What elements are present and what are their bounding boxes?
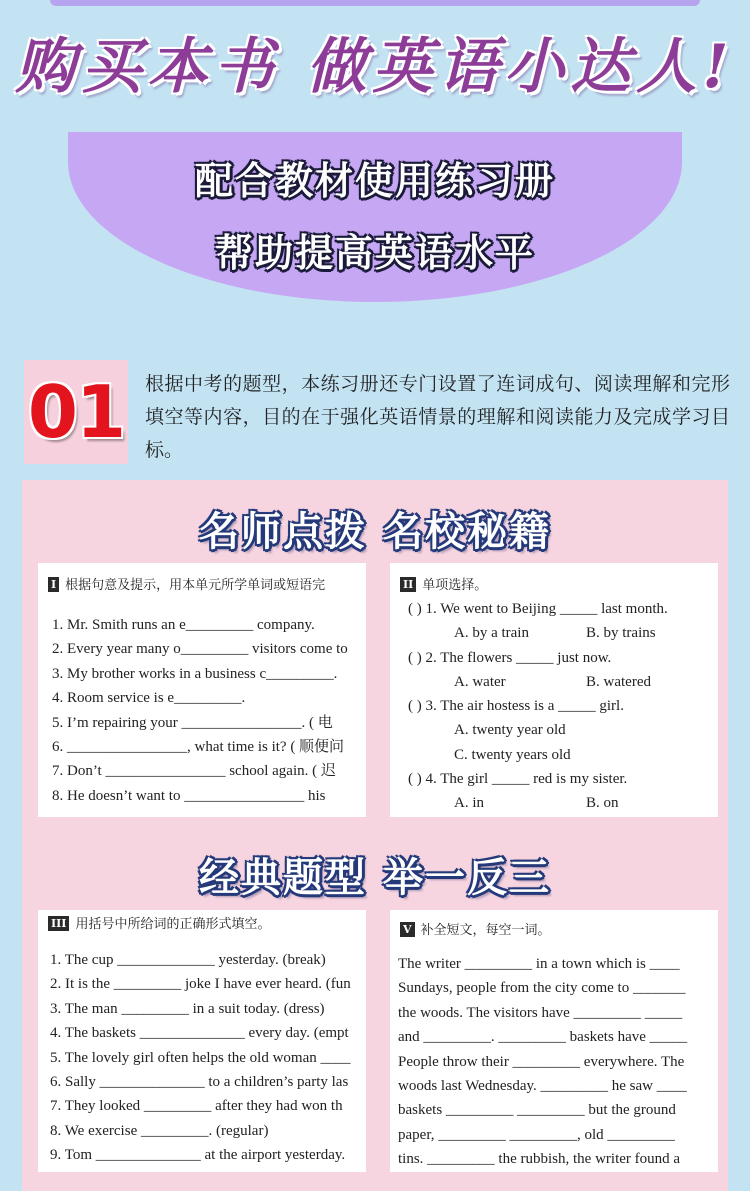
passage-line: tins. _________ the rubbish, the writer found a bbox=[398, 1151, 681, 1168]
exercise-card-1 bbox=[38, 563, 366, 817]
question-options bbox=[408, 670, 668, 694]
question-options bbox=[408, 718, 668, 742]
question-options bbox=[408, 621, 668, 645]
card-2-heading bbox=[400, 577, 487, 594]
exercise-card-4 bbox=[390, 910, 718, 1172]
passage-line: and _________. _________ baskets have _____ bbox=[398, 1029, 688, 1046]
list-item: 4. The baskets ______________ every day. (empt bbox=[50, 1025, 349, 1042]
section-title-1: 名师点拨 名校秘籍 bbox=[199, 509, 551, 555]
option: A. twenty year old bbox=[454, 722, 566, 739]
option: C. twenty years old bbox=[454, 746, 571, 763]
passage-line: woods last Wednesday. _________ he saw ____ bbox=[398, 1077, 687, 1094]
option: A. water bbox=[454, 673, 506, 690]
list-item: 5. I’m repairing your ________________. ( 电 bbox=[52, 714, 333, 731]
feature-text: 根据中考的题型，本练习册还专门设置了连词成句、阅读理解和完形填空等内容，目的在于强化英语情景的理解和阅读能力及完成学习目标。 bbox=[145, 373, 730, 461]
list-item: 2. It is the _________ joke I have ever heard. (fun bbox=[50, 976, 351, 993]
feature-number: 01 bbox=[27, 370, 125, 454]
list-item: 6. ________________, what time is it? ( 顺便问 bbox=[52, 738, 345, 755]
section-title-2: 经典题型 举一反三 bbox=[199, 855, 551, 901]
slogan-heading: 购买本书 做英语小达人! bbox=[15, 32, 735, 102]
question-options bbox=[408, 743, 668, 767]
list-item: 8. We exercise _________. (regular) bbox=[50, 1122, 269, 1139]
banner-line-1: 配合教材使用练习册 bbox=[194, 159, 555, 203]
passage-line: the woods. The visitors have _________ _____ bbox=[398, 1004, 683, 1021]
option: B. by trains bbox=[586, 625, 656, 642]
question-stem: ( ) 3. The air hostess is a _____ girl. bbox=[408, 698, 624, 715]
question-options bbox=[408, 791, 668, 815]
list-item: 4. Room service is e_________. bbox=[52, 690, 246, 707]
list-item: 2. Every year many o_________ visitors come to bbox=[52, 641, 348, 658]
list-item: 3. The man _________ in a suit today. (dress) bbox=[50, 1000, 325, 1017]
card-3-heading-text: 用括号中所给词的正确形式填空。 bbox=[75, 917, 271, 932]
list-item: 6. Sally ______________ to a children’s party las bbox=[50, 1073, 349, 1090]
card-3-items bbox=[50, 948, 351, 1168]
card-1-roman: I bbox=[48, 577, 59, 592]
question-stem: ( ) 1. We went to Beijing _____ last month. bbox=[408, 601, 668, 617]
exercise-card-3 bbox=[38, 910, 366, 1172]
list-item: 1. Mr. Smith runs an e_________ company. bbox=[52, 617, 315, 633]
passage-line: The writer _________ in a town which is ____ bbox=[398, 956, 680, 972]
list-item: 8. He doesn’t want to ________________ his bbox=[52, 787, 326, 804]
card-4-passage bbox=[398, 952, 718, 1172]
card-4-heading bbox=[400, 922, 551, 939]
list-item: 9. Tom ______________ at the airport yesterday. bbox=[50, 1147, 346, 1164]
card-4-roman: V bbox=[400, 922, 415, 937]
exercise-card-2 bbox=[390, 563, 718, 817]
banner-line-2: 帮助提高英语水平 bbox=[214, 231, 535, 275]
card-2-questions bbox=[408, 597, 668, 816]
list-item: 7. They looked _________ after they had won th bbox=[50, 1098, 343, 1115]
card-1-heading bbox=[48, 577, 325, 594]
passage-line: People throw their _________ everywhere. The bbox=[398, 1053, 685, 1070]
list-item: 3. My brother works in a business c_________. bbox=[52, 665, 338, 682]
card-1-heading-text: 根据句意及提示，用本单元所学单词或短语完 bbox=[65, 578, 326, 593]
list-item: 7. Don’t ________________ school again. ( 迟 bbox=[52, 763, 336, 780]
passage-line: baskets _________ _________ but the ground bbox=[398, 1102, 676, 1119]
question-stem: ( ) 4. The girl _____ red is my sister. bbox=[408, 771, 628, 788]
card-4-heading-text: 补全短文，每空一词。 bbox=[420, 923, 551, 938]
list-item: 5. The lovely girl often helps the old woman ____ bbox=[50, 1049, 351, 1066]
card-3-heading bbox=[48, 916, 270, 933]
passage-line: Sundays, people from the city come to _______ bbox=[398, 980, 686, 997]
card-2-heading-text: 单项选择。 bbox=[422, 578, 488, 593]
option: A. by a train bbox=[454, 625, 529, 642]
option: B. on bbox=[586, 795, 619, 812]
option: B. watered bbox=[586, 673, 651, 690]
card-2-roman: II bbox=[400, 577, 416, 592]
list-item: 1. The cup _____________ yesterday. (break) bbox=[50, 952, 326, 968]
top-decor-strip bbox=[50, 0, 700, 6]
question-stem: ( ) 2. The flowers _____ just now. bbox=[408, 649, 612, 666]
option: A. in bbox=[454, 795, 484, 812]
passage-line: paper, _________ _________, old _________ bbox=[398, 1126, 675, 1143]
card-3-roman: III bbox=[48, 916, 69, 931]
card-1-items bbox=[52, 613, 348, 808]
